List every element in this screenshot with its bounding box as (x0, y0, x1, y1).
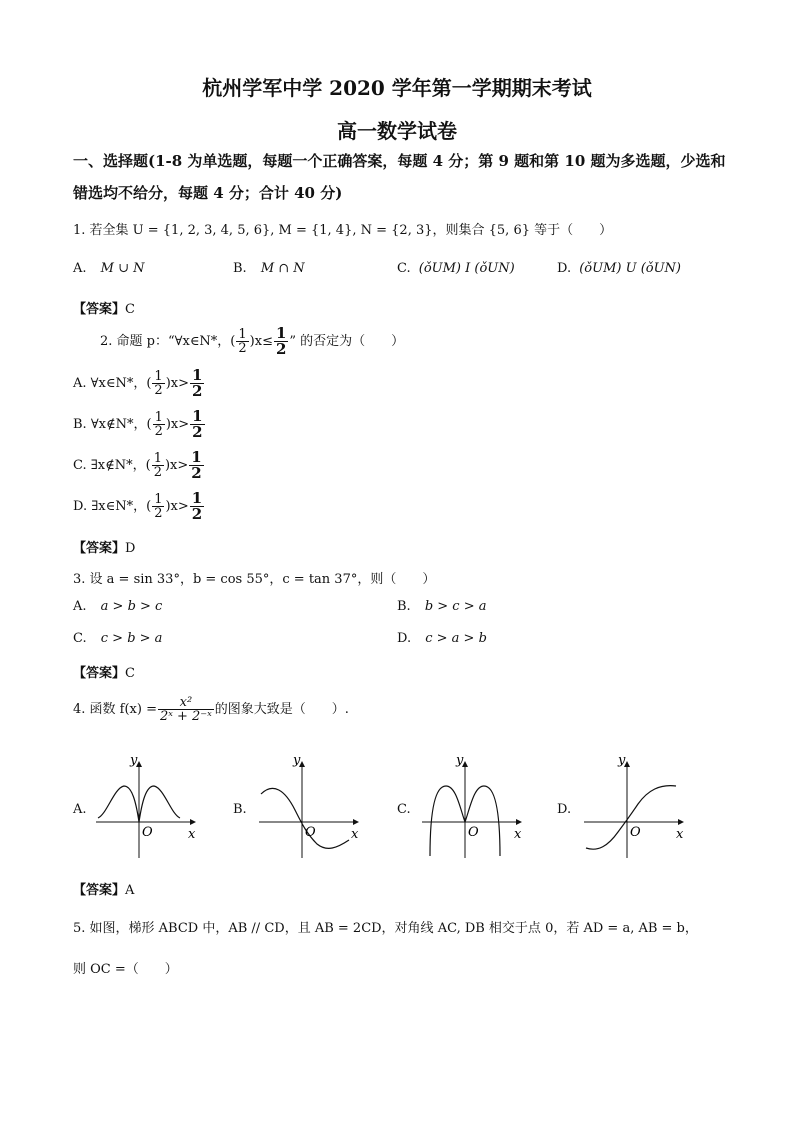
q3-option-d-letter: D. (397, 631, 412, 646)
q2-option-b-rhs (190, 409, 204, 440)
q4-frac-num: x² (158, 696, 214, 710)
q2-option-c (73, 450, 205, 481)
q1-option-b-text: M ∩ N (260, 261, 305, 276)
q2-rhs-den: 2 (275, 340, 287, 358)
x-axis-arrow-icon (516, 819, 522, 825)
q1-option-c-letter: C. (397, 261, 411, 276)
q4-option-c-letter: C. (397, 802, 411, 817)
q1-option-a-letter: A. (73, 261, 87, 276)
q2-rhs-num: 1 (275, 324, 287, 342)
frac-num: 1 (191, 489, 203, 507)
y-label: y (130, 756, 138, 768)
q4-stem-suffix: 的图象大致是（ ）. (214, 702, 349, 717)
y-label: y (456, 756, 464, 768)
q2-option-b-frac (153, 411, 165, 438)
q2-option-a-rel: )x> (165, 376, 189, 391)
q4-option-d-letter: D. (557, 802, 572, 817)
frac-den: 2 (191, 505, 203, 523)
q2-option-d-rhs (190, 491, 204, 522)
q1-option-d-text: (ǒUM) U (ǒUN) (579, 261, 681, 276)
q2-option-a-rhs (190, 368, 204, 399)
q3-answer (73, 662, 135, 681)
x-axis-arrow-icon (190, 819, 196, 825)
q5-stem-line2: 则 OC =（ ） (73, 962, 178, 977)
q2-option-d (73, 491, 205, 522)
q2-stem-rhs (274, 326, 288, 357)
q3-option-a (73, 599, 162, 614)
q3-option-d-text: c > a > b (425, 631, 487, 646)
frac-num: 1 (154, 369, 163, 384)
frac-den: 2 (191, 464, 202, 482)
exam-subtitle: 高一数学试卷 (337, 119, 457, 143)
q1-option-a (73, 261, 145, 276)
q2-option-c-rel: )x> (164, 458, 189, 473)
q2-answer-value: D (125, 541, 136, 556)
x-label: x (514, 827, 522, 842)
q1-option-b-letter: B. (233, 261, 247, 276)
frac-num: 1 (154, 492, 163, 507)
answer-tag: 【答案】 (73, 883, 126, 898)
exam-title: 杭州学军中学 2020 学年第一学期期末考试 (202, 76, 592, 100)
frac-den: 2 (154, 506, 163, 521)
q2-option-b (73, 409, 206, 440)
q1-answer (73, 298, 135, 317)
q3-option-d (397, 631, 487, 646)
origin-label: O (305, 825, 316, 840)
answer-tag: 【答案】 (73, 541, 126, 556)
q3-stem: 3. 设 a = sin 33°，b = cos 55°，c = tan 37°，则（ ） (73, 572, 436, 587)
q2-option-c-rhs (189, 450, 203, 481)
q3-option-b-text: b > c > a (424, 599, 487, 614)
q3-option-c-letter: C. (73, 631, 87, 646)
q4-answer (73, 879, 134, 898)
q1-option-b (233, 261, 305, 276)
x-axis-arrow-icon (353, 819, 359, 825)
q1-option-d (557, 261, 681, 276)
x-axis-arrow-icon (678, 819, 684, 825)
section-heading-line1: 一、选择题(1-8 为单选题，每题一个正确答案，每题 4 分；第 9 题和第 10 题为多选题，少选和 (73, 152, 726, 170)
origin-label: O (630, 825, 641, 840)
x-label: x (351, 827, 359, 842)
q4-stem-prefix: 4. 函数 f(x) = (73, 702, 157, 717)
frac-num: 1 (191, 366, 203, 384)
q4-graph-c (418, 756, 528, 860)
frac-den: 2 (153, 465, 162, 480)
q2-frac-num: 1 (238, 327, 247, 342)
answer-tag: 【答案】 (73, 302, 126, 317)
q2-option-c-frac (152, 452, 164, 479)
q4-graph-b (255, 756, 365, 860)
y-label: y (293, 756, 301, 768)
q3-option-c (73, 631, 162, 646)
q1-stem: 1. 若全集 U = {1, 2, 3, 4, 5, 6}, M = {1, 4}, N = {2, 3}，则集合 {5, 6} 等于（ ） (73, 223, 613, 238)
q4-frac-den: 2ˣ + 2⁻ˣ (159, 709, 212, 724)
q2-option-a-prefix: A. ∀x∈N*，( (73, 376, 152, 391)
q2-option-b-prefix: B. ∀x∉N*，( (73, 417, 152, 432)
q4-stem-fraction (158, 696, 214, 723)
q1-option-c (397, 261, 515, 276)
frac-den: 2 (191, 382, 203, 400)
origin-label: O (142, 825, 153, 840)
q3-option-a-text: a > b > c (100, 599, 163, 614)
q4-graph-a (92, 756, 202, 860)
q1-option-c-text: (ǒUM) I (ǒUN) (418, 261, 515, 276)
q3-option-c-text: c > b > a (100, 631, 163, 646)
frac-den: 2 (192, 423, 203, 441)
q4-option-b-letter: B. (233, 802, 247, 817)
q2-frac-den: 2 (238, 341, 247, 356)
q2-option-d-rel: )x> (165, 499, 189, 514)
frac-num: 1 (153, 451, 162, 466)
q2-option-a-frac (152, 370, 164, 397)
q5-stem-line1: 5. 如图，梯形 ABCD 中，AB // CD，且 AB = 2CD，对角线 AC, DB 相交于点 0，若 AD = a, AB = b， (73, 921, 698, 936)
q1-option-d-letter: D. (557, 261, 572, 276)
q2-option-d-frac (152, 493, 164, 520)
q2-answer (73, 537, 135, 556)
q4-option-a-letter: A. (73, 802, 87, 817)
frac-num: 1 (192, 407, 203, 425)
y-label: y (618, 756, 626, 768)
q2-option-a (73, 368, 205, 399)
q2-stem (100, 326, 404, 357)
q1-option-a-text: M ∪ N (100, 261, 145, 276)
section-heading-line2: 错选均不给分，每题 4 分；合计 40 分) (73, 184, 343, 202)
q2-option-c-prefix: C. ∃x∉N*，( (73, 458, 151, 473)
frac-den: 2 (154, 424, 163, 439)
q2-stem-mid: )x≤ (249, 334, 273, 349)
q4-answer-value: A (125, 883, 135, 898)
x-label: x (676, 827, 684, 842)
q1-answer-value: C (125, 302, 135, 317)
q2-option-b-rel: )x> (165, 417, 190, 432)
frac-den: 2 (154, 383, 163, 398)
q3-option-b-letter: B. (397, 599, 411, 614)
q4-graph-d (580, 756, 690, 860)
frac-num: 1 (154, 410, 163, 425)
origin-label: O (468, 825, 479, 840)
q3-answer-value: C (125, 666, 135, 681)
x-label: x (188, 827, 196, 842)
q2-stem-prefix: 2. 命题 p：“∀x∈N*，( (100, 334, 236, 349)
q2-option-d-prefix: D. ∃x∈N*，( (73, 499, 152, 514)
q3-option-a-letter: A. (73, 599, 87, 614)
answer-tag: 【答案】 (73, 666, 126, 681)
frac-num: 1 (191, 448, 202, 466)
q4-stem (73, 696, 349, 723)
q2-stem-fraction (236, 328, 248, 355)
q3-option-b (397, 599, 487, 614)
q2-stem-suffix: ” 的否定为（ ） (289, 334, 405, 349)
